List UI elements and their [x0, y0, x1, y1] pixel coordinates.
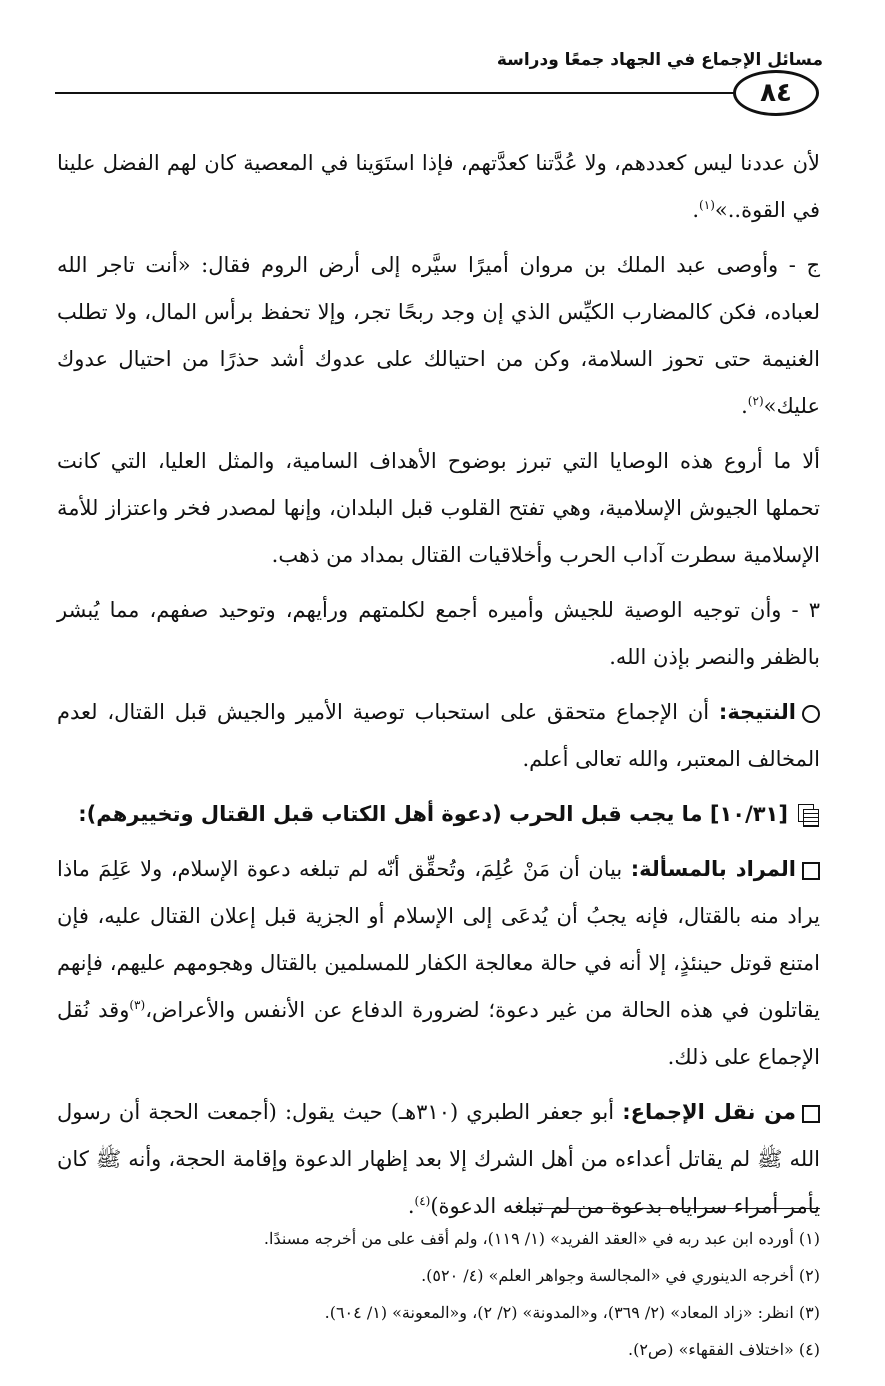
- footnote-ref: (٤): [414, 1194, 431, 1208]
- footnote-ref: (٢): [747, 394, 764, 408]
- square-bullet-icon: [802, 862, 820, 880]
- section-heading: [57, 791, 820, 838]
- circle-bullet-icon: [802, 705, 820, 723]
- footnote: (١) أورده ابن عبد ربه في «العقد الفريد» (١/ ١١٩)، ولم أقف على من أخرجه مسندًا.: [263, 1229, 820, 1248]
- paragraph-end: .: [741, 394, 748, 418]
- murad-text: بيان أن مَنْ عُلِمَ، وتُحقِّق أنّه لم تبلغه دعوة الإسلام، ولا عَلِمَ ماذا يراد منه بالقتال، فإنه يجبُ أن يُدعَى إلى الإسلام أو الجزية قبل إعلان القتال عليه، فإن امتنع قوتل حينئذٍ، إلا أنه في حالة معالجة الكفار للمسلمين بالقتال وهجومهم عليهم، فإنهم يقاتلون في هذه الحالة من غير دعوة؛ لضرورة الدفاع عن الأنفس والأعراض،: [57, 857, 820, 1022]
- square-bullet-icon: [802, 1105, 820, 1123]
- result-label: النتيجة:: [718, 700, 796, 724]
- footnote-ref: (١): [699, 198, 715, 212]
- footnote-ref: (٣): [129, 998, 146, 1012]
- footnote: (٤) «اختلاف الفقهاء» (ص٢).: [627, 1340, 820, 1359]
- document-icon: [798, 804, 820, 826]
- murad-paragraph: [57, 846, 820, 1081]
- footnotes: [57, 1220, 820, 1368]
- section-heading-text: [١٠/٣١] ما يجب قبل الحرب (دعوة أهل الكتاب قبل القتال وتخييرهم):: [78, 802, 788, 826]
- header-rule: [55, 92, 745, 94]
- footnote: (٣) انظر: «زاد المعاد» (٢/ ٣٦٩)، و«المدونة» (٢/ ٢)، و«المعونة» (١/ ٦٠٤).: [324, 1303, 820, 1322]
- paragraph: ٣ - وأن توجيه الوصية للجيش وأميره أجمع لكلمتهم ورأيهم، وتوحيد صفهم، مما يُبشر بالظفر والنصر بإذن الله.: [57, 598, 820, 669]
- murad-label: المراد بالمسألة:: [630, 857, 796, 881]
- naql-label: من نقل الإجماع:: [622, 1100, 796, 1124]
- paragraph-text: ج - وأوصى عبد الملك بن مروان أميرًا سيَّره إلى أرض الروم فقال: «أنت تاجر الله لعباده، فكن كالمضارب الكيِّس الذي إن وجد ربحًا تجر، وإلا تحفظ برأس المال، ولا تطلب الغنيمة حتى تحوز السلامة، وكن من احتيالك على عدوك أشد حذرًا من احتيال عدوك عليك»: [57, 253, 820, 418]
- page-number: ٨٤: [733, 70, 819, 116]
- result-paragraph: [57, 689, 820, 783]
- naql-end: .: [407, 1194, 415, 1218]
- paragraph: [57, 242, 820, 430]
- murad-end: وقد نُقل الإجماع على ذلك.: [57, 998, 820, 1069]
- result-text: أن الإجماع متحقق على استحباب توصية الأمير والجيش قبل القتال، لعدم المخالف المعتبر، والله تعالى أعلم.: [57, 700, 820, 771]
- paragraph-text: لأن عددنا ليس كعددهم، ولا عُدَّتنا كعدَّتهم، فإذا استَوَينا في المعصية كان لهم الفضل علينا في القوة..»: [57, 151, 820, 222]
- main-text: [57, 140, 820, 1238]
- naql-text: أبو جعفر الطبري (٣١٠هـ) حيث يقول: (أجمعت الحجة أن رسول الله ﷺ لم يقاتل أعداءه من أهل الشرك إلا بعد إظهار الدعوة وإقامة الحجة، وأنه ﷺ كان يأمر أمراء سراياه بدعوة من لم تبلغه الدعوة): [57, 1100, 820, 1218]
- footnote: (٢) أخرجه الدينوري في «المجالسة وجواهر العلم» (٤/ ٥٢٠).: [421, 1266, 820, 1285]
- footnote-rule: [530, 1208, 820, 1209]
- running-header-title: مسائل الإجماع في الجهاد جمعًا ودراسة: [496, 50, 823, 70]
- paragraph-end: .: [692, 198, 700, 222]
- paragraph: ألا ما أروع هذه الوصايا التي تبرز بوضوح الأهداف السامية، والمثل العليا، التي كانت تحملها الجيوش الإسلامية، وهي تفتح القلوب قبل البلدان، وإنها لمصدر فخر واعتزاز للأمة الإسلامية سطرت آداب الحرب وأخلاقيات القتال بمداد من ذهب.: [57, 449, 820, 567]
- paragraph: [57, 140, 820, 234]
